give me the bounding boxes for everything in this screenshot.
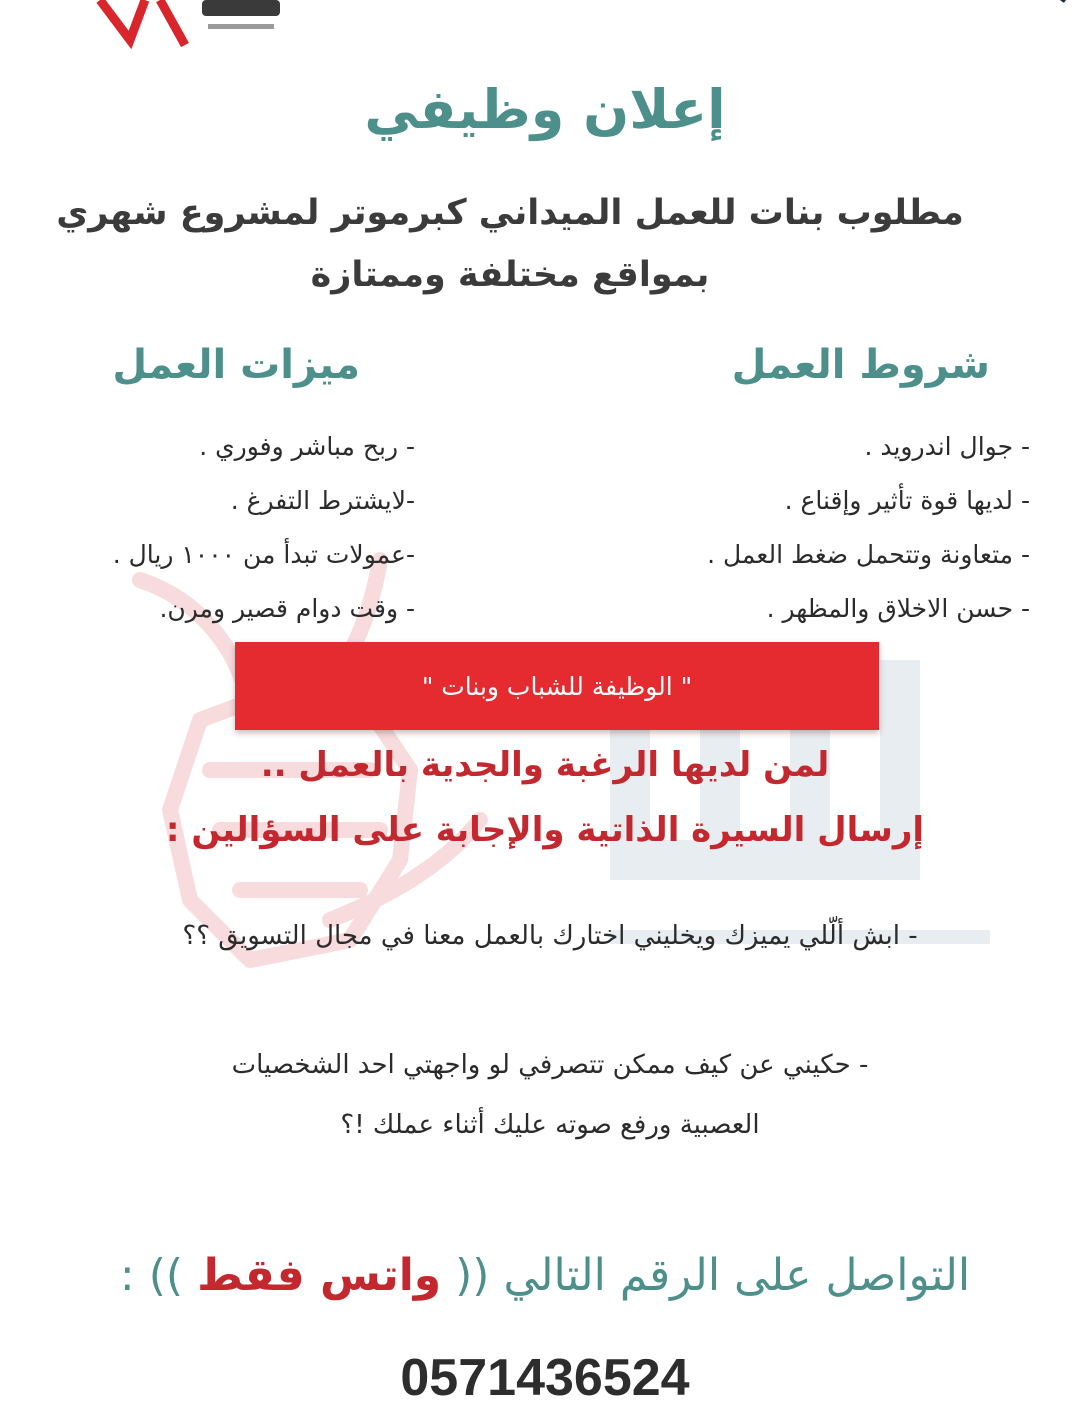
motivation-line: لمن لديها الرغبة والجدية بالعمل .. bbox=[260, 745, 830, 785]
instruction-line: إرسال السيرة الذاتية والإجابة على السؤالين : bbox=[165, 810, 925, 850]
question-1: - ابش ألّلي يميزك ويخليني اختارك بالعمل معنا في مجال التسويق ؟؟ bbox=[182, 921, 918, 951]
corner-stripe bbox=[720, 0, 1090, 3]
benefits-item: -لايشترط التفرغ . bbox=[230, 486, 415, 515]
intro-line-1: مطلوب بنات للعمل الميداني كبرموتر لمشروع شهري bbox=[56, 193, 964, 233]
intro-text bbox=[40, 182, 980, 306]
benefits-item: - ربح مباشر وفوري . bbox=[199, 432, 415, 461]
intro-line-2: بمواقع مختلفة وممتازة bbox=[310, 255, 710, 295]
terms-item: - متعاونة وتتحمل ضغط العمل . bbox=[707, 540, 1030, 569]
benefits-heading: ميزات العمل bbox=[112, 342, 360, 388]
page-title: إعلان وظيفي bbox=[364, 78, 726, 141]
terms-heading: شروط العمل bbox=[731, 342, 990, 388]
terms-item: - حسن الاخلاق والمظهر . bbox=[766, 594, 1030, 623]
question-2 bbox=[120, 1035, 980, 1155]
phone-number[interactable]: 0571436524 bbox=[400, 1349, 690, 1407]
benefits-list bbox=[113, 420, 415, 636]
contact-close: )) : bbox=[119, 1250, 184, 1301]
benefits-item: - وقت دوام قصير ومرن. bbox=[159, 594, 415, 623]
audience-banner-text: " الوظيفة للشباب وبنات " bbox=[421, 671, 693, 701]
terms-item: - جوال اندرويد . bbox=[864, 432, 1030, 461]
audience-banner bbox=[235, 642, 879, 730]
benefits-item: -عمولات تبدأ من ١٠٠٠ ريال . bbox=[112, 540, 415, 569]
terms-item: - لديها قوة تأثير وإقناع . bbox=[784, 486, 1030, 515]
terms-list bbox=[707, 420, 1030, 636]
question-2-line-1: - حكيني عن كيف ممكن تتصرفي لو واجهتي احد الشخصيات bbox=[231, 1050, 869, 1080]
whatsapp-only-label: واتس فقط bbox=[197, 1250, 442, 1301]
brand-logo-icon bbox=[90, 0, 290, 50]
contact-line bbox=[0, 1250, 1090, 1301]
question-2-line-2: العصبية ورفع صوته عليك أثناء عملك !؟ bbox=[340, 1110, 760, 1140]
contact-text: التواصل على الرقم التالي (( bbox=[455, 1250, 971, 1301]
